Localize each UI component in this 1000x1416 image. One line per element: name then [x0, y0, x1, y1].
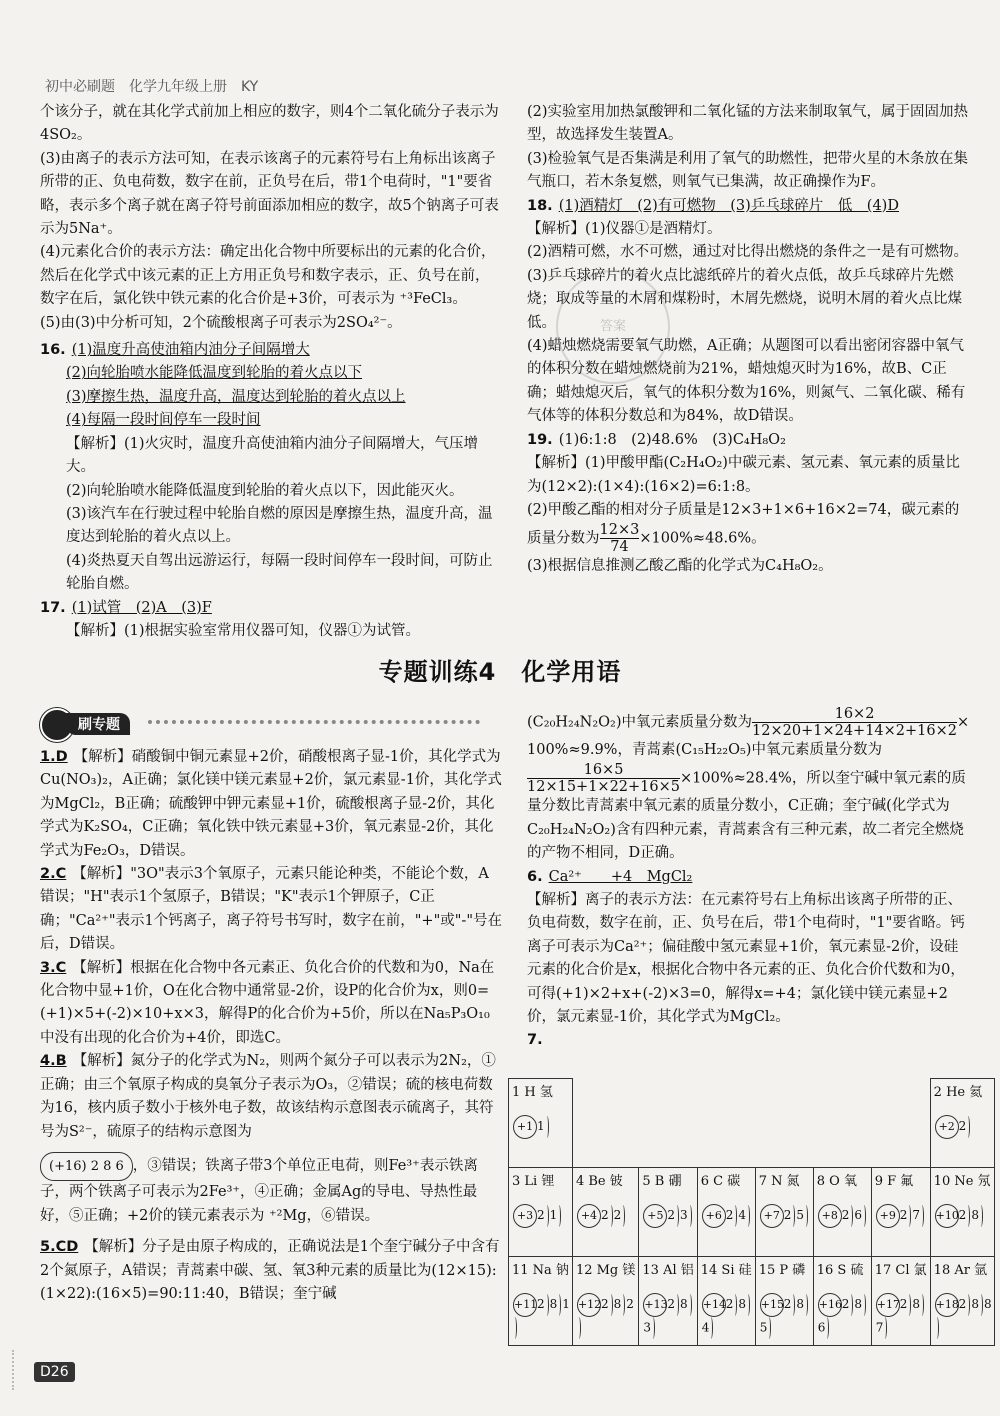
nucleus: +15 [760, 1293, 784, 1317]
atom-structure-diagram [643, 1204, 692, 1228]
electron-shell: 2 [667, 1297, 676, 1311]
shell-arc [621, 1294, 625, 1316]
element-label: 12 Mg 镁 [575, 1263, 636, 1278]
shell-arc [767, 1317, 771, 1339]
element-label: 4 Be 铍 [575, 1174, 623, 1189]
element-label: 5 B 硼 [642, 1174, 682, 1189]
nucleus: +10 [935, 1204, 959, 1228]
explanation-text: 【解析】分子是由原子构成的，正确说法是1个奎宁碱分子中含有2个氮原子，A错误；青蒿素中碳、氢、氧3种元素的质量比为(12×15):(1×22):(16×5)=90:11:40，B错误；奎宁碱 [40, 1239, 500, 1302]
electron-shell: 6 [854, 1208, 863, 1222]
nucleus: +14 [702, 1293, 726, 1317]
atom-structure-diagram [818, 1204, 867, 1228]
shell-arc [979, 1294, 983, 1316]
explanation: 【解析】(1)甲酸甲酯(C₂H₄O₂)中碳元素、氢元素、氧元素的质量比为(12×2):(1×4):(16×2)=6:1:8。 [527, 455, 960, 495]
fraction [527, 762, 680, 795]
element-cell [755, 1168, 813, 1257]
paragraph: 个该分子，就在其化学式前加上相应的数字，则4个二氧化硫分子表示为4SO₂。 [40, 104, 499, 144]
answer-row [40, 409, 502, 432]
empty-cell [755, 1079, 813, 1168]
explanation-text: 【解析】氮分子的化学式为N₂，则两个氮分子可以表示为2N₂，①正确；由三个氧原子构成的臭氧分子表示为O₃，②错误；硫的核电荷数为16，核内质子数小于核外电子数，故该结构示意图表示硫离子，其符号为S²⁻，硫原子的结构示意图为 [40, 1053, 496, 1140]
atom-structure-diagram [702, 1293, 755, 1339]
element-cell [509, 1168, 573, 1257]
electron-shell: 8 [983, 1297, 992, 1311]
atom-structure-diagram [935, 1115, 972, 1139]
electron-shell: 2 [537, 1208, 545, 1222]
atom-structure-diagram [577, 1293, 638, 1339]
shell-arc [746, 1294, 750, 1316]
answer-line: (1)温度升高使油箱内油分子间隔增大 [71, 342, 310, 359]
shell-arc [577, 1317, 581, 1339]
electron-shell: 2 [841, 1208, 850, 1222]
nucleus: +17 [876, 1293, 900, 1317]
question-5 [40, 1236, 502, 1306]
question-3 [40, 957, 502, 1051]
electron-shell: 2 [958, 1208, 967, 1222]
electron-shell: 8 [549, 1297, 558, 1311]
answer-line: (2)向轮胎喷水能降低温度到轮胎的着火点以下 [66, 365, 363, 382]
shell-arc [907, 1294, 911, 1316]
nucleus: +18 [935, 1293, 959, 1317]
shell-arc [513, 1317, 517, 1339]
section-title: 专题训练4 化学用语 [378, 658, 622, 686]
shell-arc [651, 1317, 655, 1339]
element-cell [639, 1168, 697, 1257]
answer-line: (1)试管 (2)A (3)F [71, 599, 212, 616]
nucleus: +4 [577, 1204, 601, 1228]
electron-shell: 8 [680, 1297, 688, 1311]
periodic-table [508, 1078, 995, 1346]
element-cell [755, 1257, 813, 1346]
nucleus: +7 [760, 1204, 784, 1228]
element-label: 9 F 氟 [874, 1174, 914, 1189]
element-cell [871, 1168, 930, 1257]
fraction [600, 522, 640, 555]
fraction-numerator: 16×2 [752, 706, 957, 723]
electron-shell: 3 [643, 1320, 652, 1335]
explanation-text: 【解析】根据在化合物中各元素正、负化合价的代数和为0，Na在化合物中显+1价，O在化合物中通常显-2价，设P的化合价为x，则0=(+1)×5+(-2)×10+x×3，解得P的化合价为+5价，所以在Na₅P₃O₁₀中没有出现的化合价为+4价，即选C。 [40, 959, 495, 1046]
empty-cell [639, 1079, 697, 1168]
question-answer: 1.D [40, 749, 68, 765]
element-cell [697, 1257, 755, 1346]
electron-shell: 7 [875, 1320, 884, 1335]
explanation-text: (2)甲酸乙酯的相对分子质量是12×3+1×6+16×2=74，碳元素的质量分数为 [527, 501, 960, 547]
paragraph: (3)检验氧气是否集满是利用了氧气的助燃性，把带火星的木条放在集气瓶口，若木条复燃，则氧气已集满，故正确操作为F。 [527, 150, 969, 191]
element-cell [509, 1079, 573, 1168]
atom-structure-diagram [577, 1204, 626, 1228]
text: × [957, 714, 970, 731]
paragraph: (2)实验室用加热氯酸钾和二氧化锰的方法来制取氧气，属于固固加热型，故选择发生装置A。 [527, 104, 969, 144]
paragraph: (4)元素化合价的表示方法：确定出化合物中所要标出的元素的化合价，然后在化学式中该元素的正上方用正负号和数字表示，正、负号在前，数字在后，氯化铁中铁元素的化合价是+3价，可表示为 ⁺³FeCl₃。 [40, 244, 496, 308]
periodic-row [509, 1079, 995, 1168]
question-7 [527, 1029, 970, 1052]
nucleus: +9 [876, 1204, 900, 1228]
element-label: 15 P 磷 [758, 1263, 806, 1278]
element-label: 13 Al 铝 [642, 1263, 694, 1278]
element-label: 6 C 碳 [700, 1174, 741, 1189]
running-header: 初中必刷题 化学九年级上册 KY [45, 79, 259, 95]
explanation: (3)根据信息推测乙酸乙酯的化学式为C₄H₈O₂。 [527, 558, 833, 575]
shell-arc [804, 1294, 808, 1316]
electron-shell: 2 [841, 1297, 850, 1311]
question-4 [40, 1050, 502, 1144]
shell-arc [862, 1205, 866, 1227]
electron-shell: 8 [912, 1297, 921, 1311]
nucleus: +16 [818, 1293, 842, 1317]
answer-line: (4)每隔一段时间停车一段时间 [66, 412, 261, 429]
electron-shell: 3 [680, 1208, 688, 1222]
explanation-text: 【解析】硝酸铜中铜元素显+2价，硝酸根离子显-1价，其化学式为Cu(NO₃)₂，A正确；氯化镁中镁元素显+2价，氯元素显-1价，其化学式为MgCl₂，B正确；硫酸钾中钾元素显+1价，硫酸根离子显-2价，其化学式为K₂SO₄，C正确；氧化铁中铁元素显+3价，氧元素显-2价，其化学式为Fe₂O₃，D错误。 [40, 749, 502, 859]
fraction-denominator: 12×15+1×22+16×5 [527, 779, 681, 796]
shell-arc [733, 1205, 737, 1227]
shell-arc [557, 1294, 561, 1316]
electron-shell: 2 [899, 1208, 908, 1222]
paragraph [527, 706, 970, 739]
electron-shell: 2 [783, 1208, 792, 1222]
electron-shell: 2 [725, 1297, 734, 1311]
question-17 [40, 597, 502, 620]
fraction-numerator: 12×3 [599, 522, 640, 539]
page-number: D26 [34, 1362, 75, 1382]
electron-shell: 2 [600, 1297, 609, 1311]
paragraph [527, 762, 970, 865]
electron-shell: 8 [971, 1297, 979, 1311]
shell-arc [966, 1294, 970, 1316]
text: 100%≈9.9%，青蒿素(C₁₅H₂₂O₅)中氧元素质量分数为 [527, 742, 882, 758]
left-top-column [40, 101, 502, 643]
nucleus: +11 [513, 1293, 537, 1317]
nucleus: +5 [643, 1204, 667, 1228]
question-number: 7. [527, 1032, 543, 1049]
section-badge [40, 708, 144, 738]
question-6 [527, 866, 970, 889]
explanation: 【解析】(1)根据实验室常用仪器可知，仪器①为试管。 [66, 622, 421, 639]
atom-structure-diagram [935, 1204, 984, 1228]
electron-shell: 2 [626, 1297, 634, 1311]
nucleus: +8 [818, 1204, 842, 1228]
shell-arc [920, 1205, 924, 1227]
atom-diagram-row [40, 1152, 502, 1228]
explanation: 【解析】(1)火灾时，温度升高使油箱内油分子间隔增大，气压增大。 [66, 435, 479, 476]
paragraph [527, 739, 970, 762]
element-label: 10 Ne 氖 [933, 1174, 991, 1189]
electron-shell: 2 [600, 1208, 609, 1222]
shell-arc [791, 1294, 795, 1316]
shell-arc [966, 1205, 970, 1227]
explanation: (4)蜡烛燃烧需要氧气助燃，A正确；从题图可以看出密闭容器中氧气的体积分数在蜡烛燃烧前为21%，蜡烛熄灭时为16%，故B、C正确；蜡烛熄灭后，氧气的体积分数为16%，则氮气、二氧化碳、稀有气体等的体积分数总和为84%，故D错误。 [527, 338, 966, 425]
explanation-text: 【解析】"3O"表示3个氧原子，元素只能论种类，不能论个数，A错误；"H"表示1个氢原子，B错误；"K"表示1个钾原子，C正确；"Ca²⁺"表示1个钙离子，离子符号书写时，数字在前，"+"或"-"号在后，D错误。 [40, 866, 502, 953]
shell-arc [849, 1294, 853, 1316]
atom-structure-diagram [513, 1204, 562, 1228]
page-decoration [12, 1350, 34, 1390]
element-cell [813, 1257, 871, 1346]
watermark-stamp: 答案 [556, 270, 670, 384]
shell-arc [545, 1205, 549, 1227]
fraction-denominator: 12×20+1×24+14×2+16×2 [752, 723, 957, 739]
fraction-denominator: 74 [610, 539, 629, 556]
question-18 [527, 195, 970, 218]
electron-shell: 8 [738, 1297, 747, 1311]
question-answer: 3.C [40, 959, 67, 976]
element-cell [697, 1168, 755, 1257]
electron-shell: 2 [725, 1208, 734, 1222]
electron-shell: 1 [537, 1119, 545, 1133]
question-1 [40, 746, 502, 863]
dotted-divider [148, 720, 480, 724]
question-number: 6. [527, 868, 543, 885]
shell-arc [609, 1294, 613, 1316]
element-cell [813, 1168, 871, 1257]
explanation [527, 499, 970, 555]
periodic-row [509, 1257, 995, 1346]
electron-shell: 2 [958, 1297, 967, 1311]
shell-arc [733, 1294, 737, 1316]
atom-structure-diagram [513, 1293, 572, 1339]
shell-arc [709, 1317, 713, 1339]
question-2 [40, 863, 502, 957]
question-answer: 4.B [40, 1053, 67, 1070]
left-bottom-column [40, 746, 502, 1306]
empty-cell [813, 1079, 871, 1168]
element-cell [930, 1168, 994, 1257]
question-answer: 5.CD [40, 1239, 79, 1256]
shell-arc [746, 1205, 750, 1227]
shell-arc [688, 1205, 692, 1227]
question-19 [527, 429, 970, 452]
shell-arc [557, 1205, 561, 1227]
explanation: (2)酒精可燃，水不可燃，通过对比得出燃烧的条件之一是有可燃物。 [527, 244, 969, 261]
badge-label: 刷专题 [66, 713, 130, 735]
electron-shell: 8 [613, 1297, 622, 1311]
explanation: (3)乒乓球碎片的着火点比滤纸碎片的着火点低，故乒乓球碎片先燃烧；取成等量的木屑和煤粉时，木屑先燃烧，说明木屑的着火点比煤低。 [527, 267, 962, 331]
shell-arc [979, 1205, 983, 1227]
element-label: 18 Ar 氩 [933, 1263, 988, 1278]
electron-shell: 2 [958, 1119, 967, 1133]
fraction [752, 706, 957, 739]
answer-line: (1)6:1:8 (2)48.6% (3)C₄H₈O₂ [558, 431, 786, 448]
shell-arc [688, 1294, 692, 1316]
electron-shell: 8 [854, 1297, 863, 1311]
electron-shell: 8 [796, 1297, 805, 1311]
paragraph: (3)由离子的表示方法可知，在表示该离子的元素符号右上角标出该离子所带的正、负电荷数，数字在前，正负号在后，带1个电荷时，"1"要省略，表示多个离子就在离子符号前面添加相应的数字，故5个钠离子可表示为5Na⁺。 [40, 150, 499, 238]
nucleus: +1 [513, 1115, 537, 1139]
electron-shell: 4 [738, 1208, 747, 1222]
element-cell [572, 1257, 638, 1346]
question-number: 18. [527, 197, 553, 214]
fraction-numerator: 16×5 [527, 762, 680, 779]
element-label: 2 He 氦 [933, 1085, 983, 1100]
atom-structure-diagram: (+16) 2 8 6 [40, 1152, 133, 1181]
electron-shell: 2 [667, 1208, 676, 1222]
element-label: 17 Cl 氯 [874, 1263, 927, 1278]
nucleus: +6 [702, 1204, 726, 1228]
atom-structure-diagram [876, 1204, 925, 1228]
element-cell [572, 1168, 638, 1257]
atom-structure-diagram [760, 1204, 809, 1228]
element-label: 7 N 氮 [758, 1174, 800, 1189]
shell-arc [849, 1205, 853, 1227]
question-number: 19. [527, 431, 553, 448]
atom-structure-diagram [818, 1293, 871, 1339]
explanation-text: ×100%≈48.6%。 [639, 530, 766, 547]
atom-structure-diagram [643, 1293, 696, 1339]
atom-structure-diagram [513, 1115, 550, 1139]
text: (C₂₀H₂₄N₂O₂)中氧元素质量分数为 [527, 714, 753, 731]
electron-shell: 5 [759, 1320, 768, 1335]
electron-shell: 4 [701, 1320, 710, 1335]
question-number: 16. [40, 342, 66, 359]
explanation-text: ，③错误；铁离子带3个单位正电荷，则Fe³⁺表示铁离子，两个铁离子可表示为2Fe³⁺，④正确；金属Ag的导电、导热性最好，⑤正确；+2价的镁元素表示为 ⁺²Mg，⑥错误。 [40, 1157, 478, 1224]
answer-line: (1)酒精灯 (2)有可燃物 (3)乒乓球碎片 低 (4)D [558, 197, 899, 214]
answer-line: Ca²⁺ +4 MgCl₂ [548, 868, 693, 885]
question-answer: 2.C [40, 866, 67, 883]
shell-arc [791, 1205, 795, 1227]
answer-line: (3)摩擦生热，温度升高，温度达到轮胎的着火点以上 [66, 388, 406, 405]
text: ×100%≈28.4%，所以奎宁碱中氧元素的质量分数比青蒿素中氧元素的质量分数小，C正确；奎宁碱(化学式为C₂₀H₂₄N₂O₂)含有四种元素，青蒿素含有三种元素，故二者完全燃烧的产物不相同，D正确。 [527, 770, 966, 862]
electron-shell: 5 [796, 1208, 805, 1222]
element-cell [639, 1257, 697, 1346]
atom-structure-diagram [935, 1293, 994, 1339]
element-label: 8 O 氧 [816, 1174, 857, 1189]
nucleus: +13 [643, 1293, 667, 1317]
electron-shell: 6 [817, 1320, 826, 1335]
electron-shell: 1 [562, 1297, 570, 1311]
answer-row [40, 386, 502, 409]
shell-arc [675, 1205, 679, 1227]
shell-arc [825, 1317, 829, 1339]
shell-arc [675, 1294, 679, 1316]
shell-arc [621, 1205, 625, 1227]
shell-arc [609, 1205, 613, 1227]
electron-shell: 2 [537, 1297, 545, 1311]
shell-arc [920, 1294, 924, 1316]
question-number: 17. [40, 599, 66, 616]
empty-cell [572, 1079, 638, 1168]
element-cell [509, 1257, 573, 1346]
element-cell [930, 1079, 994, 1168]
nucleus: +2 [935, 1115, 959, 1139]
empty-cell [871, 1079, 930, 1168]
answer-row [40, 362, 502, 385]
electron-shell: 7 [912, 1208, 921, 1222]
shell-arc [862, 1294, 866, 1316]
atom-structure-diagram [876, 1293, 930, 1339]
electron-shell: 2 [899, 1297, 908, 1311]
shell-arc [804, 1205, 808, 1227]
shell-arc [907, 1205, 911, 1227]
shell-arc [545, 1116, 549, 1138]
explanation: (2)向轮胎喷水能降低温度到轮胎的着火点以下，因此能灭火。 [66, 482, 464, 499]
explanation: 【解析】(1)仪器①是酒精灯。 [527, 221, 722, 238]
element-label: 14 Si 硅 [700, 1263, 752, 1278]
element-label: 3 Li 锂 [512, 1174, 555, 1189]
element-label: 11 Na 钠 [512, 1263, 569, 1278]
element-cell [871, 1257, 930, 1346]
shell-arc [935, 1317, 939, 1339]
electron-shell: 1 [549, 1208, 558, 1222]
nucleus: +3 [513, 1204, 537, 1228]
electron-shell: 2 [783, 1297, 792, 1311]
empty-cell [697, 1079, 755, 1168]
right-bottom-column [527, 706, 970, 1053]
shell-arc [966, 1116, 970, 1138]
element-label: 1 H 氢 [512, 1085, 553, 1100]
atom-structure-diagram [702, 1204, 751, 1228]
explanation: (4)炎热夏天自驾出远游运行，每隔一段时间停车一段时间，可防止轮胎自燃。 [66, 552, 493, 593]
explanation: (3)该汽车在行驶过程中轮胎自燃的原因是摩擦生热，温度升高，温度达到轮胎的着火点以上。 [66, 505, 493, 546]
periodic-row [509, 1168, 995, 1257]
explanation: 【解析】离子的表示方法：在元素符号右上角标出该离子所带的正、负电荷数，数字在前，正、负号在后，带1个电荷时，"1"要省略。钙离子可表示为Ca²⁺；偏硅酸中氢元素显+1价，氧元素显-2价，设硅元素的化合价是x，根据化合物中各元素的正、负化合价代数和为0，可得(+1)×2+x+(-2)×3=0，解得x=+4；氯化镁中镁元素显+2价，氯元素显-1价，其化学式为MgCl₂。 [527, 892, 965, 1026]
paragraph: (5)由(3)中分析可知，2个硫酸根离子可表示为2SO₄²⁻。 [40, 314, 402, 331]
nucleus: +12 [577, 1293, 601, 1317]
electron-shell: 2 [613, 1208, 622, 1222]
electron-shell: 8 [971, 1208, 979, 1222]
question-16 [40, 339, 502, 362]
element-label: 16 S 硫 [816, 1263, 864, 1278]
shell-arc [545, 1294, 549, 1316]
element-cell [930, 1257, 994, 1346]
atom-structure-diagram [760, 1293, 813, 1339]
shell-arc [883, 1317, 887, 1339]
